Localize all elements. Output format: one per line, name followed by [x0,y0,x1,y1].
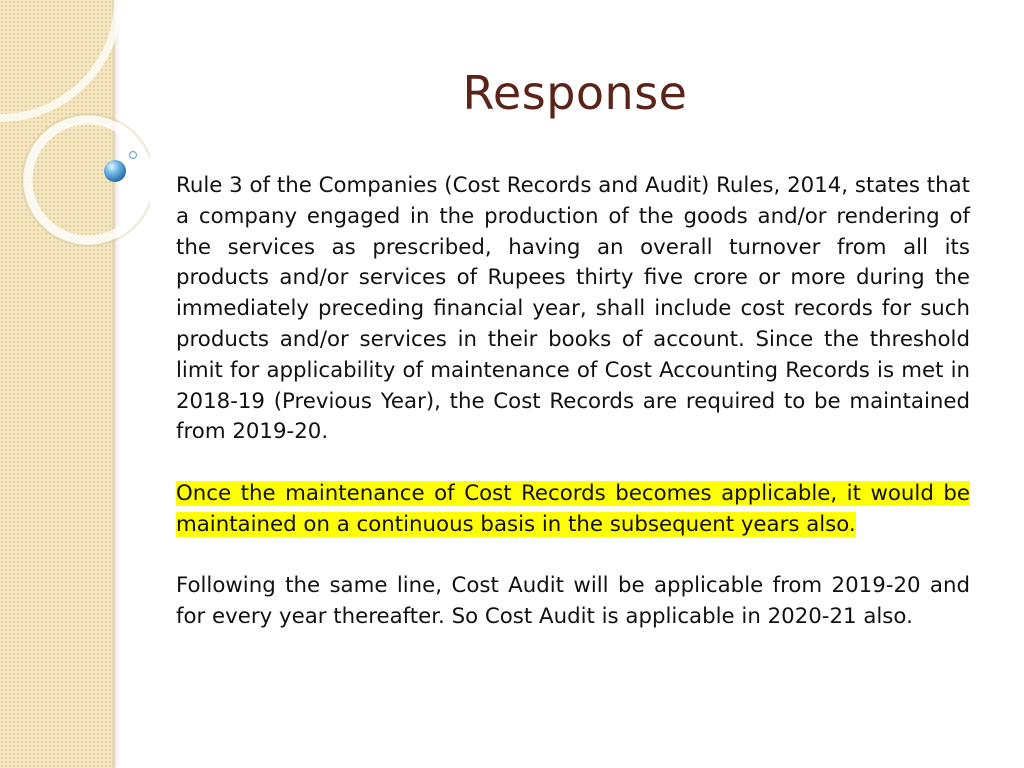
small-ring-dot-icon [130,152,137,159]
slide-body [176,171,970,633]
decorative-sidebar [0,0,115,768]
slide-title: Response [462,66,688,120]
paragraph-rule-3: Rule 3 of the Companies (Cost Records and Audit) Rules, 2014, states that a company engaged in the production of the goods and/or rendering of the services as prescribed, having an overall turnover from all its products and/or services of Rupees thirty five crore or more during the immediately preceding financial year, shall include cost records for such products and/or services in their books of account. Since the threshold limit for applicability of maintenance of Cost Accounting Records is met in 2018-19 (Previous Year), the Cost Records are required to be maintained from 2019-20. [176,173,970,445]
paragraph-spacer [176,448,970,479]
highlighted-text: Once the maintenance of Cost Records becomes applicable, it would be maintained on a continuous basis in the subsequent years also. [176,480,970,537]
paragraph-highlighted [176,479,970,541]
paragraph-spacer [176,541,970,572]
paragraph-cost-audit: Following the same line, Cost Audit will be applicable from 2019-20 and for every year thereafter. So Cost Audit is applicable in 2020-21 also. [176,573,970,630]
